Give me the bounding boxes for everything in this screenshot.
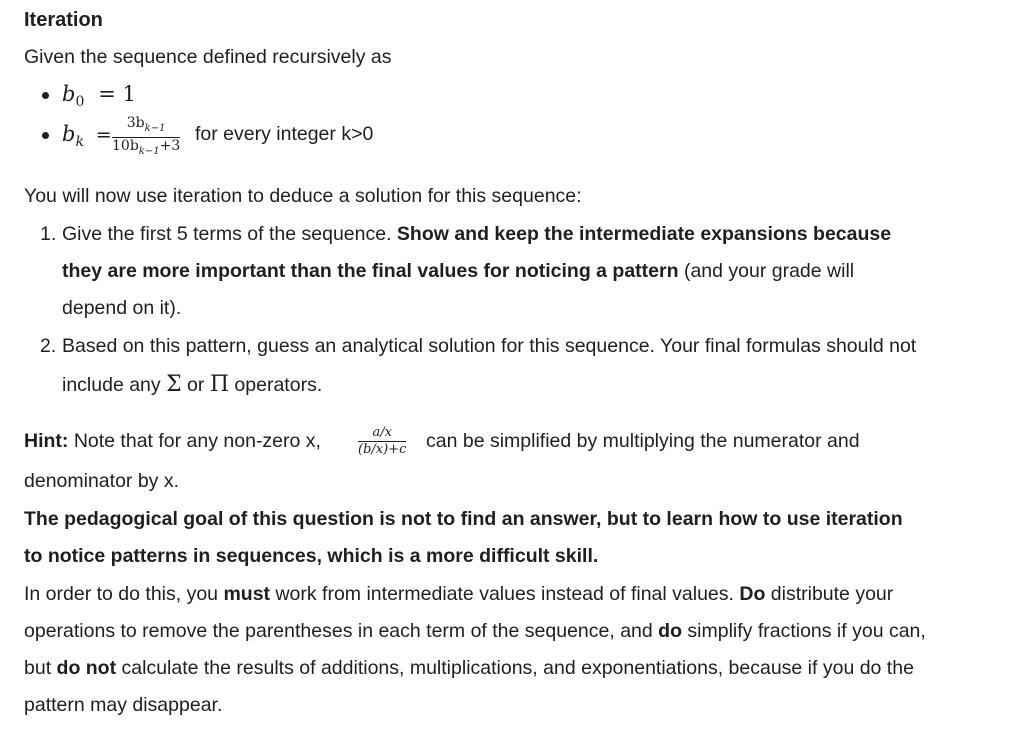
instr-do: do [658, 620, 682, 642]
instr-text: operations to remove the parentheses in each term of the sequence, and [24, 620, 659, 642]
task-1-line-3: depend on it). [62, 297, 182, 319]
page-title: Iteration [24, 9, 103, 31]
fraction-numerator: 3b [126, 115, 145, 131]
instr-text: In order to do this, you [24, 583, 224, 605]
instr-do: Do [739, 583, 766, 605]
pi-symbol: Π [209, 372, 230, 397]
recurrence-fraction [112, 115, 180, 160]
goal-line-1: The pedagogical goal of this question is not to find an answer, but to learn how to use iteration [24, 508, 903, 530]
task-1-line-2 [62, 260, 854, 283]
bullet-dot [42, 132, 49, 139]
instructions-line-3 [24, 657, 914, 680]
instructions-line-1 [24, 583, 893, 606]
denominator-subscript: k−1 [138, 145, 160, 157]
instr-must: must [223, 583, 271, 605]
denominator-tail: +3 [159, 137, 181, 154]
hint-label: Hint: [24, 430, 69, 452]
hint-text-cont: can be simplified by multiplying the numerator and [426, 430, 860, 452]
recurrence-subscript: k [75, 134, 84, 151]
task-1-text-cont: (and your grade will [678, 260, 855, 282]
instr-text: distribute your [765, 583, 894, 605]
instr-text: but [24, 657, 57, 679]
task-1-emphasis: Show and keep the intermediate expansions because [396, 223, 892, 245]
task-1-text: Give the first 5 terms of the sequence. [62, 223, 397, 245]
bullet-dot [42, 92, 49, 99]
task-2-text: include any [62, 374, 167, 396]
hint-line-2: denominator by x. [24, 470, 180, 492]
instr-text: simplify fractions if you can, [681, 620, 926, 642]
recurrence-lhs [62, 122, 112, 150]
recurrence-variable: b [62, 122, 76, 146]
recurrence-condition: for every integer k>0 [195, 123, 374, 145]
base-case-definition [62, 82, 136, 110]
hint-text: Note that for any non-zero x, [68, 430, 321, 452]
instr-text: calculate the results of additions, multiplications, and exponentiations, because if you do the [116, 657, 914, 679]
hint-fraction-numerator: a/x [372, 425, 392, 440]
hint-fraction-denominator: (b/x)+c [358, 442, 407, 457]
task-1-number: 1. [40, 223, 57, 245]
task-2-line-2 [62, 372, 322, 397]
fraction-denominator: 10b [112, 137, 139, 154]
sigma-symbol: Σ [166, 372, 182, 397]
task-2-number: 2. [40, 335, 57, 357]
goal-line-2: to notice patterns in sequences, which is a more difficult skill. [24, 545, 599, 567]
instructions-line-4: pattern may disappear. [24, 694, 223, 716]
equals-sign: = [95, 124, 112, 146]
task-1-line-1 [62, 223, 891, 246]
numerator-subscript: k−1 [144, 122, 166, 134]
task-intro: You will now use iteration to deduce a solution for this sequence: [24, 185, 582, 207]
instructions-line-2 [24, 620, 926, 643]
base-case-subscript: 0 [75, 94, 85, 111]
task-1-emphasis-cont: they are more important than the final values for noticing a pattern [62, 260, 679, 282]
task-2-or: or [181, 374, 210, 396]
base-case-value: = 1 [98, 82, 136, 106]
hint-line-1 [24, 430, 321, 453]
task-2-text-end: operators. [229, 374, 323, 396]
instr-text: work from intermediate values instead of final values. [270, 583, 740, 605]
base-case-variable: b [62, 82, 76, 106]
task-2-line-1: Based on this pattern, guess an analytical solution for this sequence. Your final formulas should not [62, 335, 917, 357]
intro-text: Given the sequence defined recursively as [24, 46, 392, 68]
instr-do-not: do not [56, 657, 117, 679]
hint-fraction [358, 425, 406, 458]
